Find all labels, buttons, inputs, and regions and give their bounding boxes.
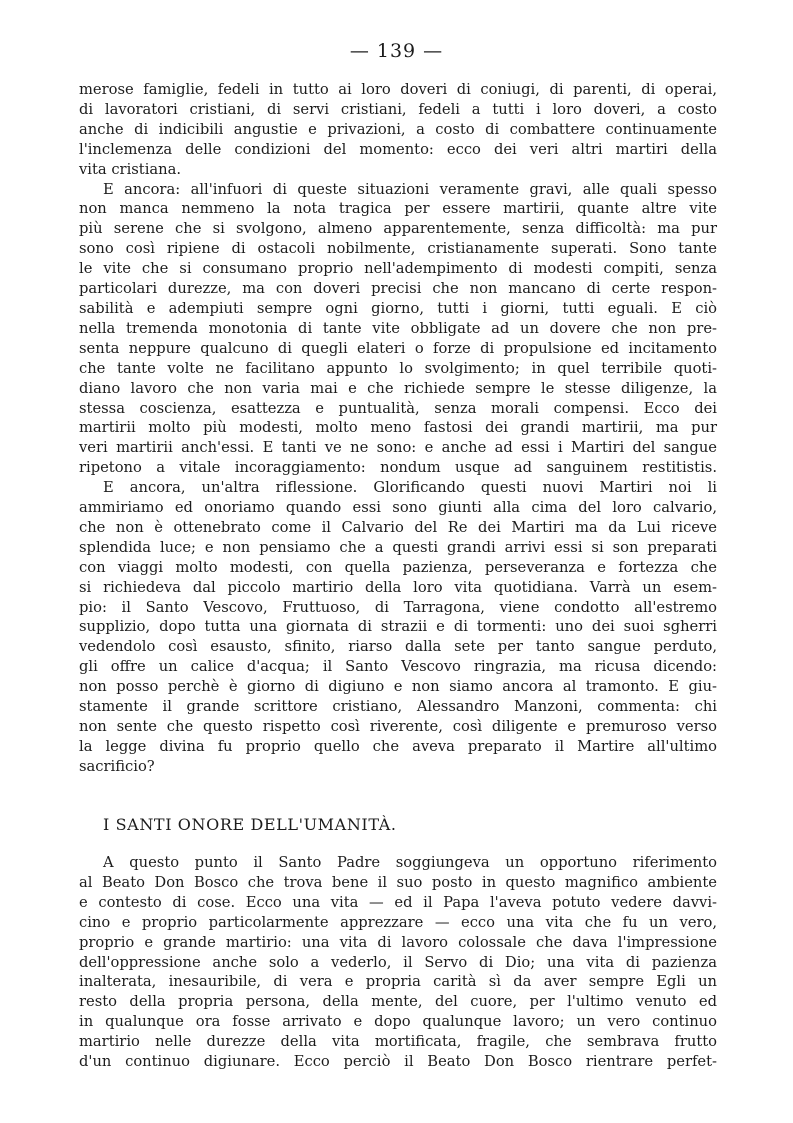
text-line: vedendolo così esausto, sfinito, riarso dalla sete per tanto sangue perduto, <box>79 638 717 656</box>
text-line: d'un continuo digiunare. Ecco perciò il Beato Don Bosco rientrare perfet- <box>79 1053 717 1071</box>
text-line: che non è ottenebrato come il Calvario del Re dei Martiri ma da Lui riceve <box>79 518 717 536</box>
text-line: che tante volte ne facilitano appunto lo svolgimento; in quel terribile quoti- <box>79 359 717 377</box>
text-line: proprio e grande martirio: una vita di lavoro colossale che dava l'impressione <box>79 933 717 951</box>
text-line: inalterata, inesauribile, di vera e propria carità sì da aver sempre Egli un <box>79 973 717 991</box>
text-line: E ancora: all'infuori di queste situazioni veramente gravi, alle quali spesso <box>103 180 717 198</box>
text-line: diano lavoro che non varia mai e che richiede sempre le stesse diligenze, la <box>79 379 717 397</box>
text-line: si richiedeva dal piccolo martirio della loro vita quotidiana. Varrà un esem- <box>79 578 717 596</box>
text-line: le vite che si consumano proprio nell'adempimento di modesti compiti, senza <box>79 260 717 278</box>
text-line: nella tremenda monotonia di tante vite obbligate ad un dovere che non pre- <box>79 319 717 337</box>
page-number: — 139 — <box>349 40 444 62</box>
text-line: supplizio, dopo tutta una giornata di strazii e di tormenti: uno dei suoi sgherri <box>79 618 717 636</box>
text-line: ripetono a vitale incoraggiamento: nondum usque ad sanguinem restitistis. <box>79 459 717 477</box>
text-line: non manca nemmeno la nota tragica per essere martirii, quante altre vite <box>79 200 717 218</box>
text-line: ammiriamo ed onoriamo quando essi sono giunti alla cima del loro calvario, <box>79 499 717 517</box>
text-line: non sente che questo rispetto così riverente, così diligente e premuroso verso <box>79 718 717 735</box>
text-line: senta neppure qualcuno di quegli elateri o forze di propulsione ed incitamento <box>79 339 717 357</box>
body-text-section-2 <box>79 853 717 1072</box>
text-line: particolari durezze, ma con doveri precisi che non mancano di certe respon- <box>79 280 717 298</box>
text-line: al Beato Don Bosco che trova bene il suo posto in questo magnifico ambiente <box>79 873 717 891</box>
text-line: e contesto di cose. Ecco una vita — ed il Papa l'aveva potuto vedere davvi- <box>79 893 717 911</box>
text-line: martirii molto più modesti, molto meno fastosi dei grandi martirii, ma pur <box>79 419 717 437</box>
body-text-section-1 <box>79 80 717 777</box>
text-line: cino e proprio particolarmente apprezzare — ecco una vita che fu un vero, <box>79 913 717 931</box>
text-line: la legge divina fu proprio quello che aveva preparato il Martire all'ultimo <box>79 737 717 755</box>
text-line: non posso perchè è giorno di digiuno e non siamo ancora al tramonto. E giu- <box>79 678 717 696</box>
text-line: stessa coscienza, esattezza e puntualità, senza morali compensi. Ecco dei <box>79 399 717 417</box>
text-line: sabilità e adempiuti sempre ogni giorno, tutti i giorni, tutti eguali. E ciò <box>79 299 717 317</box>
section-heading: I SANTI ONORE DELL'UMANITÀ. <box>103 815 397 834</box>
text-line: più serene che si svolgono, almeno apparentemente, senza difficoltà: ma pur <box>79 220 717 238</box>
text-line: resto della propria persona, della mente, del cuore, per l'ultimo venuto ed <box>79 993 717 1011</box>
text-line: con viaggi molto modesti, con quella pazienza, perseveranza e fortezza che <box>79 558 717 576</box>
text-line: sacrificio? <box>79 757 155 775</box>
text-line: vita cristiana. <box>79 160 182 178</box>
text-line: anche di indicibili angustie e privazioni, a costo di combattere continuamente <box>79 120 717 138</box>
text-line: in qualunque ora fosse arrivato e dopo qualunque lavoro; un vero continuo <box>79 1013 717 1031</box>
text-line: pio: il Santo Vescovo, Fruttuoso, di Tarragona, viene condotto all'estremo <box>79 598 717 616</box>
text-line: gli offre un calice d'acqua; il Santo Vescovo ringrazia, ma ricusa dicendo: <box>79 658 717 676</box>
text-line: di lavoratori cristiani, di servi cristiani, fedeli a tutti i loro doveri, a costo <box>79 100 717 118</box>
text-line: martirio nelle durezze della vita mortificata, fragile, che sembrava frutto <box>79 1033 717 1051</box>
text-line: E ancora, un'altra riflessione. Glorificando questi nuovi Martiri noi li <box>103 479 717 497</box>
text-line: dell'oppressione anche solo a vederlo, il Servo di Dio; una vita di pazienza <box>79 953 717 971</box>
text-line: A questo punto il Santo Padre soggiungeva un opportuno riferimento <box>103 854 717 871</box>
text-line: splendida luce; e non pensiamo che a questi grandi arrivi essi si son preparati <box>79 538 717 556</box>
text-line: stamente il grande scrittore cristiano, Alessandro Manzoni, commenta: chi <box>79 698 717 716</box>
text-line: sono così ripiene di ostacoli nobilmente, cristianamente superati. Sono tante <box>79 240 717 258</box>
text-line: veri martirii anch'essi. E tanti ve ne sono: e anche ad essi i Martiri del sangue <box>79 439 717 457</box>
text-line: l'inclemenza delle condizioni del momento: ecco dei veri altri martiri della <box>79 140 717 158</box>
text-line: merose famiglie, fedeli in tutto ai loro doveri di coniugi, di parenti, di operai, <box>79 81 717 98</box>
